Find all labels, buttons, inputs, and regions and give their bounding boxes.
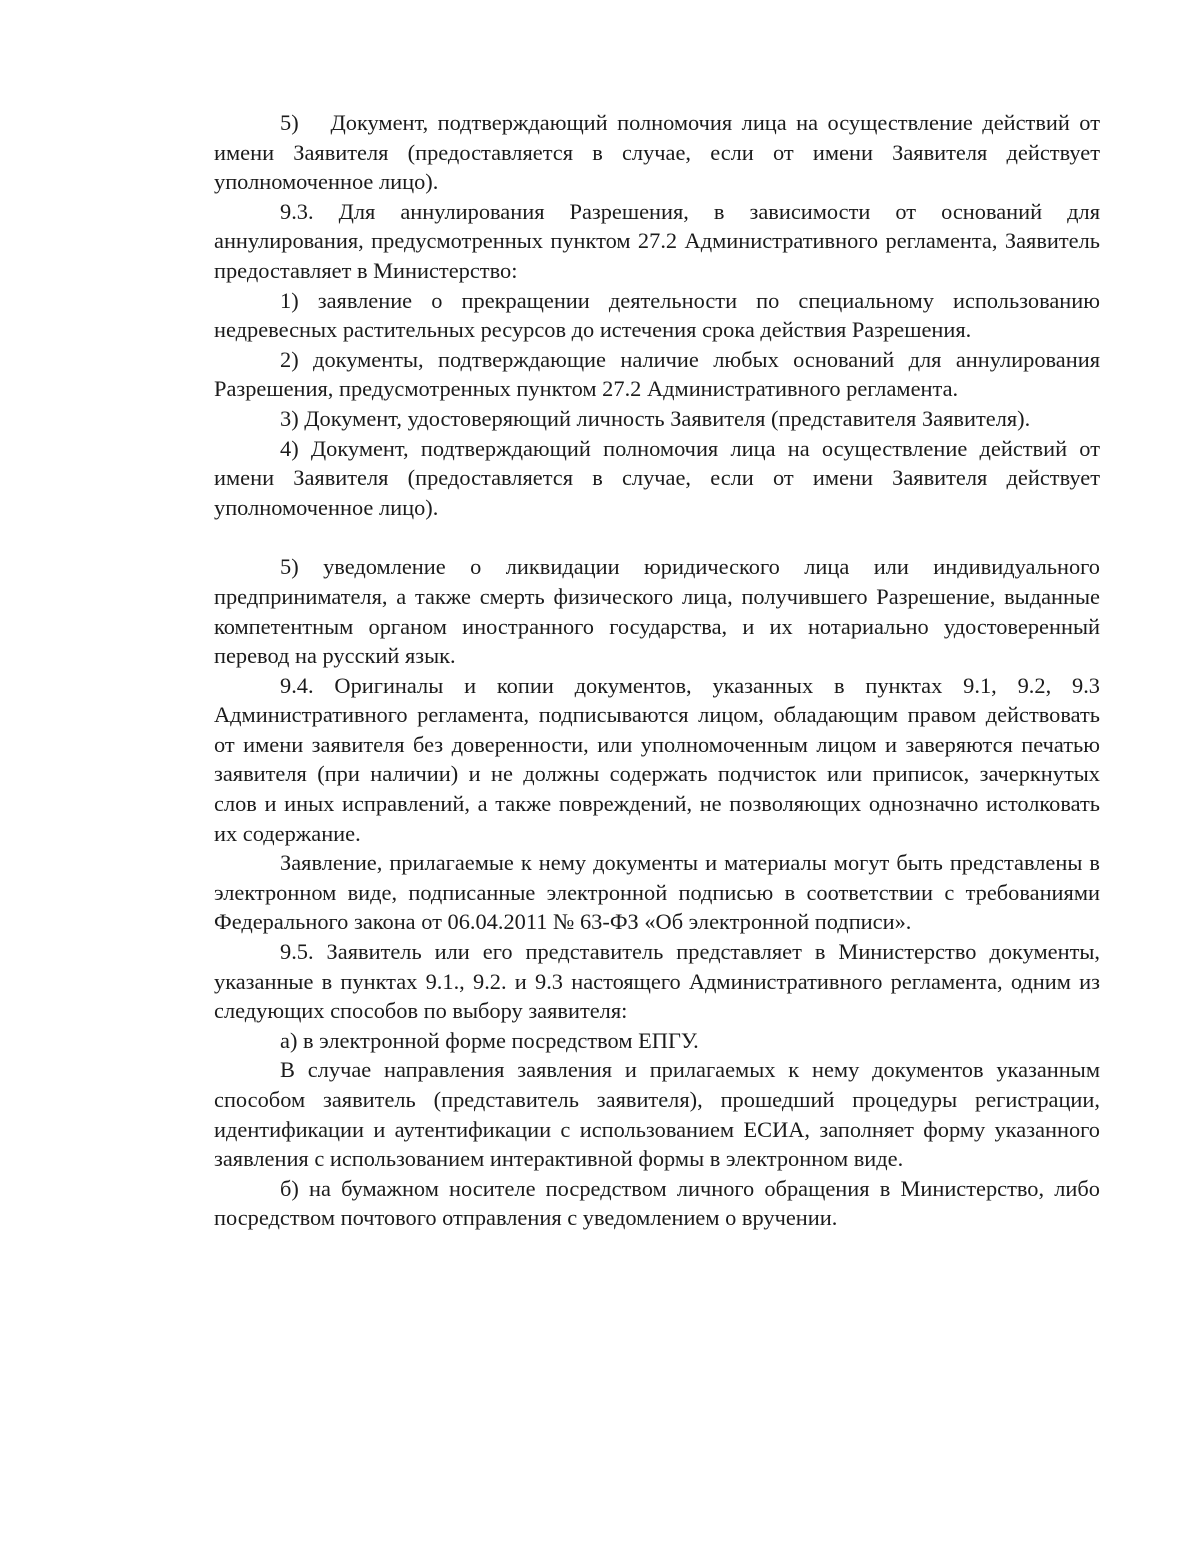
paragraph-9-3: 9.3. Для аннулирования Разрешения, в зависимости от оснований для аннулирования, предусмотренных пунктом 27.2 Административного регламента, Заявитель предоставляет в Министерство: xyxy=(214,198,1100,283)
paragraph-electronic-signature: Заявление, прилагаемые к нему документы и материалы могут быть представлены в электронном виде, подписанные электронной подписью в соответствии с требованиями Федерального закона от 06.04.2011 № 63-ФЗ «Об электронной подписи». xyxy=(214,850,1100,935)
paragraph-9-5-item-a: а) в электронной форме посредством ЕПГУ. xyxy=(280,1027,699,1053)
paragraph-gap xyxy=(214,522,1100,552)
paragraph-9-3-item-4: 4) Документ, подтверждающий полномочия лица на осуществление действий от имени Заявителя (предоставляется в случае, если от имени Заявителя действует уполномоченное лицо). xyxy=(214,435,1100,520)
paragraph-9-3-item-2: 2) документы, подтверждающие наличие любых оснований для аннулирования Разрешения, предусмотренных пунктом 27.2 Административного регламента. xyxy=(214,346,1100,402)
paragraph-9-4: 9.4. Оригиналы и копии документов, указанных в пунктах 9.1, 9.2, 9.3 Административного регламента, подписываются лицом, обладающим правом действовать от имени заявителя без доверенности, или уполномоченным лицом и заверяются печатью заявителя (при наличии) и не должны содержать подчисток или приписок, зачеркнутых слов и иных исправлений, а также повреждений, не позволяющих однозначно истолковать их содержание. xyxy=(214,672,1100,846)
document-body xyxy=(214,108,1100,1233)
paragraph-9-3-item-5: 5) уведомление о ликвидации юридического лица или индивидуального предпринимателя, а также смерть физического лица, получившего Разрешение, выданные компетентным органом иностранного государства, и их нотариально удостоверенный перевод на русский язык. xyxy=(214,554,1100,669)
paragraph-9-5-item-b: б) на бумажном носителе посредством личного обращения в Министерство, либо посредством почтового отправления с уведомлением о вручении. xyxy=(214,1175,1100,1231)
paragraph-9-3-item-1: 1) заявление о прекращении деятельности по специальному использованию недревесных растительных ресурсов до истечения срока действия Разрешения. xyxy=(214,287,1100,343)
paragraph-9-5: 9.5. Заявитель или его представитель представляет в Министерство документы, указанные в пунктах 9.1., 9.2. и 9.3 настоящего Административного регламента, одним из следующих способов по выбору заявителя: xyxy=(214,939,1100,1024)
paragraph-epgu-procedure: В случае направления заявления и прилагаемых к нему документов указанным способом заявитель (представитель заявителя), прошедший процедуры регистрации, идентификации и аутентификации с использованием ЕСИА, заполняет форму указанного заявления с использованием интерактивной формы в электронном виде. xyxy=(214,1057,1100,1172)
paragraph-authority-document-5: 5) Документ, подтверждающий полномочия лица на осуществление действий от имени Заявителя (предоставляется в случае, если от имени Заявителя действует уполномоченное лицо). xyxy=(214,110,1100,195)
paragraph-9-3-item-3: 3) Документ, удостоверяющий личность Заявителя (представителя Заявителя). xyxy=(280,405,1031,431)
